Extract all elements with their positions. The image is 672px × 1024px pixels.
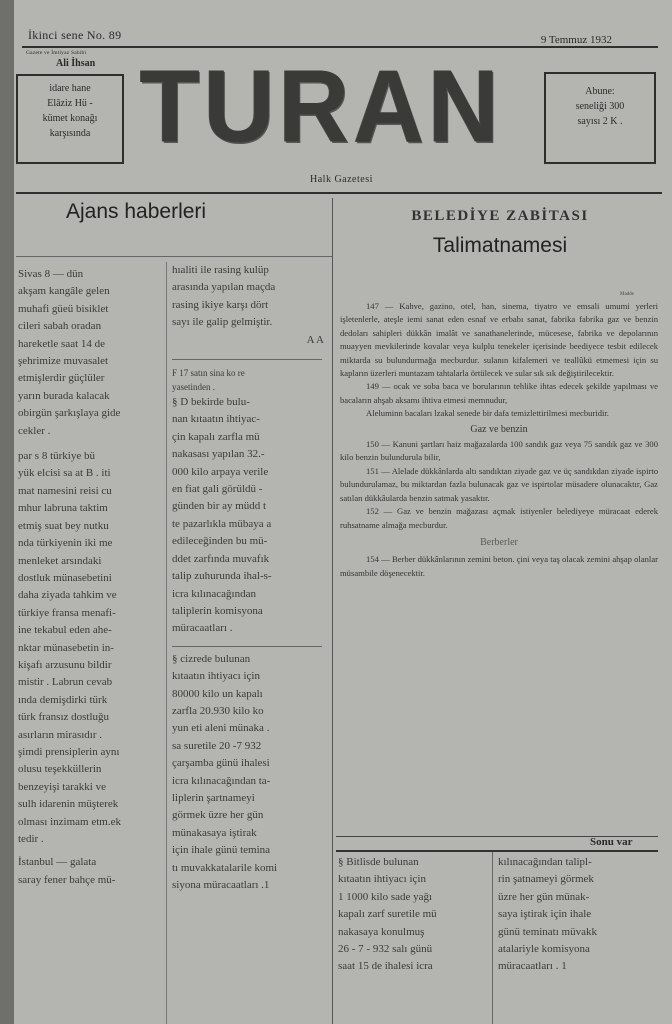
text-line: günü teminatı müvakk: [498, 925, 597, 938]
text-line: için ihale günü temina: [172, 844, 271, 857]
text-line: menleket arsındaki: [18, 554, 102, 567]
text-line: Sivas 8 — dün: [18, 268, 84, 280]
address-line: kümet konağı: [42, 113, 98, 124]
text-line: te pazarlıkla mübaya a: [172, 517, 272, 530]
paragraph: 150 — Kanuni şartları haiz mağazalarda 100 sandık gaz veya 75 sandık gaz ve 300 kilo benzin bulundurula bilir,: [340, 439, 658, 463]
paragraph: 152 — Gaz ve benzin mağazası açmak istiyenler belediyeye müracaat ederek ruhsatname almağa mecburdur.: [340, 506, 658, 530]
owner-name: Ali İhsan: [56, 58, 96, 69]
text-line: § Bitlisde bulunan: [338, 856, 419, 868]
text-line: nakasaya konulmuş: [338, 925, 425, 938]
text-line: obirgün şarkışlaya gide: [18, 407, 121, 420]
column-divider: [332, 198, 333, 1024]
text-line: tı muvakkatalarile komi: [172, 861, 278, 874]
text-line: yasetinden .: [172, 382, 215, 393]
text-line: çarşamba günü ihalesi: [172, 757, 270, 770]
bottom-notice-b: [498, 854, 658, 976]
text-line: rin şatnameyi görmek: [498, 873, 594, 886]
column-divider: [492, 852, 493, 1024]
newspaper-title: [140, 48, 530, 164]
left-article-column-2: [172, 262, 330, 894]
title-text: TURAN: [140, 48, 503, 164]
text-line: yun eti aleni münaka .: [172, 722, 270, 735]
text-line: sa suretile 20 -7 932: [172, 739, 262, 752]
text-line: kapalı zarf suretile mü: [338, 908, 437, 921]
text-line: arasında yapılan maçda: [172, 281, 276, 294]
text-line: nakasası yapılan 32.-: [172, 448, 265, 461]
address-line: karşısında: [49, 128, 91, 139]
text-line: İstanbul — galata: [18, 856, 97, 869]
subscription-box: [544, 72, 656, 164]
text-line: cileri sabah oradan: [18, 320, 102, 333]
text-line: asırların mirasıdır .: [18, 728, 103, 741]
text-line: yarın burada kalacak: [18, 389, 110, 402]
text-line: görmek üzre her gün: [172, 809, 264, 822]
text-line: icra kılınacağından ta-: [172, 774, 271, 787]
text-line: etmişlerdir güçlüler: [18, 372, 105, 385]
text-line: olması inzimam etm.ek: [18, 815, 121, 828]
text-line: benzeyişi tarakki ve: [18, 780, 106, 793]
text-line: siyona müracaatları .1: [172, 879, 270, 891]
text-line: kıtaatın ihtiyacı için: [338, 873, 426, 886]
text-line: [172, 349, 322, 360]
notice-rule: [336, 850, 658, 852]
subscription-line: Abune:: [585, 86, 615, 97]
text-line: çin kapalı zarfla mü: [172, 430, 260, 443]
text-line: [18, 440, 164, 448]
paragraph: 149 — ocak ve soba baca ve borularının tehlike ihtas edecek şekilde yapılması ve bacaların ahşab aksamı ihtiva etmesi memnudur,: [340, 381, 658, 405]
text-line: § cizrede bulunan: [172, 652, 251, 665]
text-line: tedir .: [18, 833, 44, 845]
text-line: [172, 638, 322, 647]
text-line: ında demişdirki türk: [18, 693, 108, 706]
text-line: en fiat gali görüldü -: [172, 483, 263, 496]
right-article-heading-2: Talimatnamesi: [432, 234, 568, 257]
address-line: Elâziz Hü -: [47, 98, 93, 109]
text-line: saray fener bahçe mü-: [18, 873, 116, 886]
subscription-lines: [546, 74, 654, 129]
text-line: ine tekabul eden ahe-: [18, 624, 112, 637]
text-line: saat 15 de ihalesi icra: [338, 960, 433, 973]
column-divider: [166, 262, 167, 1024]
text-line: talip zuhurunda ihal-s-: [172, 570, 272, 583]
text-line: muhafi güeü bisiklet: [18, 302, 109, 315]
text-line: zarfla 20.930 kilo ko: [172, 704, 264, 717]
text-line: müracaatları . 1: [498, 960, 567, 973]
text-line: taliplerin komisyona: [172, 604, 263, 617]
text-line: atalariyle komisyona: [498, 943, 590, 956]
bottom-notice-a: [338, 854, 490, 976]
subheading: Gaz ve benzin: [470, 423, 528, 435]
text-line: etmiş suat bey nutku: [18, 519, 109, 532]
text-line: mat namesini reisi cu: [18, 484, 112, 497]
continued-note: Sonu var: [590, 836, 633, 848]
right-article-heading-1: BELEDİYE ZABİTASI: [411, 208, 589, 224]
text-line: ddet zarfında muvafık: [172, 552, 270, 565]
text-line: 000 kilo arpaya verile: [172, 465, 269, 478]
text-line: cekler .: [18, 424, 51, 437]
text-line: liplerin şartnameyi: [172, 791, 255, 804]
paragraph: Aleluminn bacaları lzakal senede bir dafa temizlettirilmesi mecburidir.: [366, 408, 609, 419]
text-line: nan kıtaatın ihtiyac-: [172, 413, 260, 426]
text-line: F 17 satın sina ko re: [172, 368, 245, 379]
text-line: türk fransız dostluğu: [18, 711, 110, 724]
text-line: edileceğinden bu mü-: [172, 535, 268, 548]
text-line: 80000 kilo un kapalı: [172, 687, 263, 700]
text-line: daha ziyada tahkim ve: [18, 589, 117, 602]
text-line: kılınacağından talipl-: [498, 856, 592, 868]
text-line: müracaatları .: [172, 622, 233, 635]
address-box: [16, 74, 124, 164]
text-line: rasing ikiye karşı dört: [172, 298, 269, 311]
issue-date: 9 Temmuz 1932: [540, 34, 612, 46]
masthead-rule: [16, 192, 662, 194]
text-line: nktar münasebetin in-: [18, 641, 114, 654]
text-line: par s 8 türkiye bü: [18, 450, 95, 463]
text-line: münakasaya iştirak: [172, 826, 257, 839]
text-line: A A: [306, 333, 324, 346]
text-line: kıtaatın ihtiyacı için: [172, 670, 260, 683]
text-line: nda türkiyenin iki me: [18, 537, 113, 550]
newspaper-subtitle: Halk Gazetesi: [310, 174, 373, 185]
paragraph: 151 — Alelade dükkânlarda altı sandıktan ziyade gaz ve üç sandıkdan ziyade ispirto bulundurulamaz, bu miktardan fazla bulunacak gaz ve ispirtolar müsadere olunacaktır, Gaz satılan dükkâularda benzin satmak yasaktır.: [340, 465, 658, 503]
paragraph: 154 — Berber dükkânlarının zemini beton. çini veya taş olacak zemini ahşap olanlar müsambile döşenecektir.: [340, 554, 658, 578]
text-line: hareketle saat 14 de: [18, 337, 106, 350]
text-line: mistir . Labrun cevab: [18, 676, 113, 689]
subscription-line: seneliği 300: [575, 101, 625, 112]
paragraph: 147 — Kahve, gazino, otel, han, sinema, tiyatro ve emsali umumi yerleri işletenlerle, ateşle iemi sanat eden esnaf ve erbabı sanat, fabrika fabrika gaz ve benzin dedoları sahipleri dükkân imalât ve sanathanelerinde, mücesese, fabrika ve depolarının muayyen mevkilerinde kovalar veya kulplu tenekeler içerisinde beediyece tesbit edilecek miktarda su bulundurmağa mecburdur. sulanın kifalemeri ve teallûkü etmemesi için su kapların üzerleri muntazam tahtalarla örtülecek ve sular sık sık değiştirilecektir.: [340, 301, 658, 379]
subscription-line: sayısı 2 K .: [577, 116, 623, 127]
madde-label: Madde: [620, 292, 634, 297]
text-line: icra kılınacağından: [172, 587, 256, 600]
text-line: 1 1000 kilo sade yağı: [338, 890, 433, 903]
text-line: § D bekirde bulu-: [172, 396, 250, 409]
left-article-column-1: [18, 266, 164, 889]
text-line: hıaliti ile rasing kulüp: [172, 264, 269, 276]
text-line: olusu teşekküllerin: [18, 763, 102, 776]
text-line: sayı ile galip gelmiştir.: [172, 316, 273, 329]
text-line: mhur labruna taktim: [18, 502, 108, 515]
text-line: türkiye fransa menafi-: [18, 606, 116, 619]
subheading: Berberler: [480, 536, 518, 548]
left-article-heading: Ajans haberleri: [66, 200, 207, 223]
text-line: saya iştirak için ihale: [498, 908, 592, 921]
owner-note: Gazete ve İmtiyaz Sahibi: [26, 50, 87, 56]
address-lines: [18, 76, 122, 141]
issue-number: İkinci sene No. 89: [28, 28, 122, 42]
text-line: akşam kangâle gelen: [18, 285, 110, 298]
address-line: idare hane: [49, 83, 91, 94]
text-line: yük elcisi sa at B . iti: [18, 467, 111, 480]
text-line: 26 - 7 - 932 salı günü: [338, 943, 433, 956]
heading-rule: [16, 256, 332, 257]
text-line: şimdi prensiplerin aynı: [18, 745, 120, 758]
text-line: şehrimize muvasalet: [18, 355, 109, 368]
text-line: kişafı arzusunu bildir: [18, 658, 112, 671]
text-line: günden bir ay müdd t: [172, 500, 267, 513]
right-article-body: [340, 300, 658, 580]
text-line: dostluk münasebetini: [18, 571, 112, 584]
text-line: sulh idarenin müşterek: [18, 798, 119, 811]
text-line: üzre her gün münak-: [498, 890, 590, 903]
